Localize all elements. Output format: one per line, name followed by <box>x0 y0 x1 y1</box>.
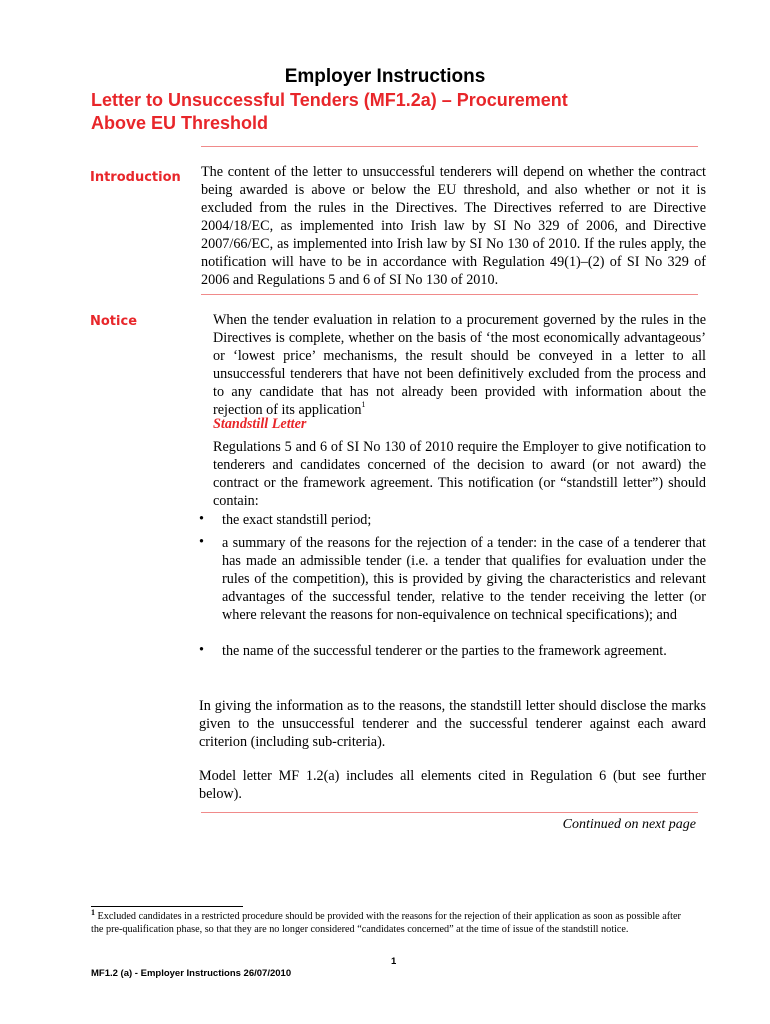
section-divider <box>201 812 698 813</box>
bullet-marker: • <box>199 642 204 658</box>
footnote <box>91 908 691 936</box>
bullet-item: the exact standstill period; <box>222 512 372 528</box>
footnote-divider <box>91 906 243 907</box>
model-letter-paragraph: Model letter MF 1.2(a) includes all elements cited in Regulation 6 (but see further below). <box>199 768 706 802</box>
reasons-paragraph: In giving the information as to the reasons, the standstill letter should disclose the marks given to the unsuccessful tenderer and the successful tenderer against each award criterion (including sub-criteria). <box>199 698 706 750</box>
standstill-heading: Standstill Letter <box>213 416 307 432</box>
subtitle-line-2: Above EU Threshold <box>91 113 269 133</box>
page-number: 1 <box>391 956 397 967</box>
notice-text <box>213 311 706 419</box>
bullet-marker: • <box>199 511 204 527</box>
page-title: Employer Instructions <box>284 66 486 87</box>
footnote-text: Excluded candidates in a restricted procedure should be provided with the reasons for the rejection of their application as soon as possible after the pre-qualification phase, so that they are no longer considered “candidates concerned” at the time of issue of the standstill notice. <box>91 911 681 935</box>
footnote-reference: 1 <box>361 400 366 409</box>
document-reference: MF1.2 (a) - Employer Instructions 26/07/2010 <box>91 968 292 979</box>
introduction-text: The content of the letter to unsuccessful tenderers will depend on whether the contract being awarded is above or below the EU threshold, and also whether or not it is excluded from the rules in the Directives. The Directives referred to are Directive 2004/18/EC, as implemented into Irish law by SI No 329 of 2006, and Directive 2007/66/EC, as implemented into Irish law by SI No 130 of 2010. If the rules apply, the notification will have to be in accordance with Regulation 49(1)–(2) of SI No 329 of 2006 and Regulations 5 and 6 of SI No 130 of 2010. <box>201 164 706 288</box>
section-label-introduction: Introduction <box>90 170 181 185</box>
standstill-text: Regulations 5 and 6 of SI No 130 of 2010 require the Employer to give notification to tenderers and candidates concerned of the decision to award (or not award) the contract or the framework agreement. This notification (or “standstill letter”) should contain: <box>213 439 706 509</box>
bullet-marker: • <box>199 534 204 550</box>
footnote-number: 1 <box>91 908 95 917</box>
bullet-item: the name of the successful tenderer or the parties to the framework agreement. <box>222 643 667 659</box>
notice-paragraph: When the tender evaluation in relation to a procurement governed by the rules in the Directives is complete, whether on the basis of ‘the most economically advantageous’ or ‘lowest price’ mechanisms, the result should be conveyed in a letter to all unsuccessful tenderers that have not been definitively excluded from the process and to any candidate that has not already been provided with information about the rejection of its application <box>213 312 706 418</box>
subtitle-line-1: Letter to Unsuccessful Tenders (MF1.2a) – Procurement <box>91 90 568 110</box>
bullet-item: a summary of the reasons for the rejection of a tender: in the case of a tenderer that has made an admissible tender (i.e. a tender that qualifies for evaluation under the rules of the competition), this is provided by giving the characteristics and relevant advantages of the successful tender, relative to the tender receiving the letter (or where relevant the reasons for non-equivalence on technical specifications); and <box>222 535 706 623</box>
header-divider <box>201 146 698 147</box>
document-subtitle <box>91 89 691 135</box>
continued-note: Continued on next page <box>562 817 696 832</box>
section-divider <box>201 294 698 295</box>
section-label-notice: Notice <box>90 314 138 329</box>
